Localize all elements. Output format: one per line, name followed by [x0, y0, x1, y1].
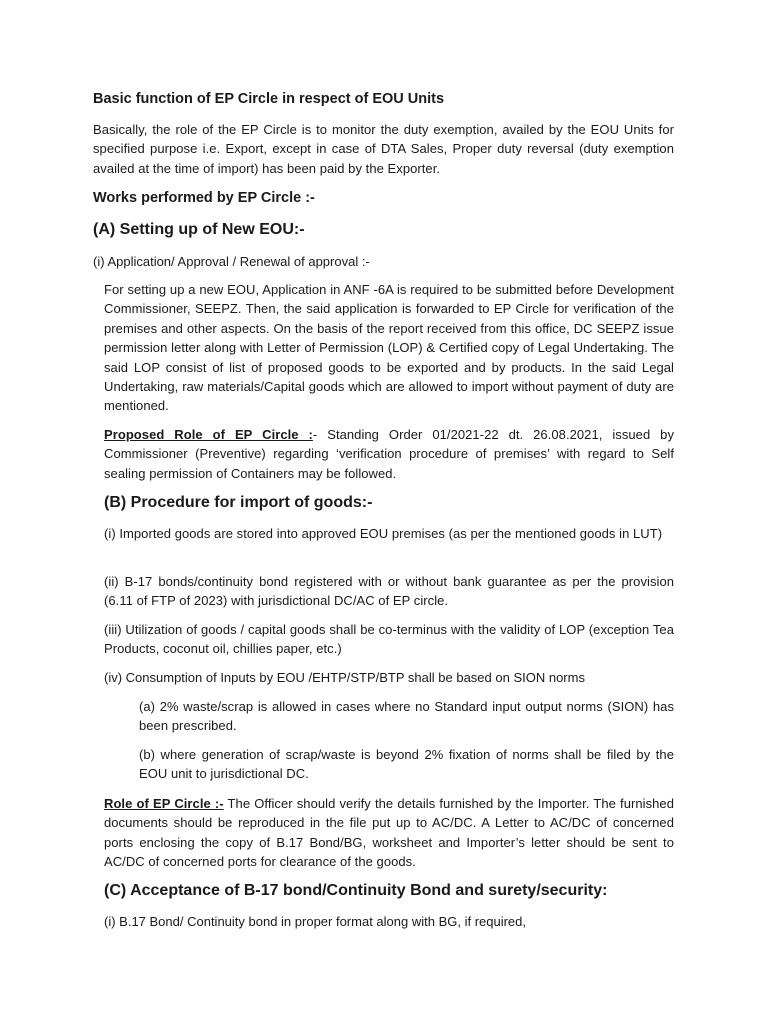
section-b-role-text: The Officer should verify the details furnished by the Importer. The furnished documents should be reproduced in the file put up to AC/DC. A Letter to AC/DC of concerned ports enclosing the copy of B.17 Bond/BG, worksheet and Importer’s letter should be sent to AC/DC of concerned ports for clearance of the goods.	[104, 796, 674, 870]
section-c-heading: (C) Acceptance of B-17 bond/Continuity Bond and surety/security:	[104, 882, 608, 899]
section-b-role-label: Role of EP Circle :-	[104, 796, 224, 811]
section-b-heading: (B) Procedure for import of goods:-	[104, 494, 373, 511]
section-b-item-ii: (ii) B-17 bonds/continuity bond registered with or without bank guarantee as per the provision (6.11 of FTP of 2023) with jurisdictional DC/AC of EP circle.	[104, 574, 674, 609]
section-b-item-i: (i) Imported goods are stored into approved EOU premises (as per the mentioned goods in LUT)	[104, 526, 663, 541]
section-b-sub-a: (a) 2% waste/scrap is allowed in cases where no Standard input output norms (SION) has been prescribed.	[139, 699, 674, 734]
section-a-paragraph: For setting up a new EOU, Application in ANF -6A is required to be submitted before Development Commissioner, SEEPZ. Then, the said application is forwarded to EP Circle for verification of the premises and other aspects. On the basis of the report received from this office, DC SEEPZ issue permission letter along with Letter of Permission (LOP) & Certified copy of Legal Undertaking. The said LOP consist of list of proposed goods to be exported and by products. In the said Legal Undertaking, raw materials/Capital goods which are allowed to import without payment of duty are mentioned.	[104, 282, 674, 414]
section-b-role-paragraph	[104, 794, 674, 872]
section-b-sub-b: (b) where generation of scrap/waste is beyond 2% fixation of norms shall be filed by the EOU unit to jurisdictional DC.	[139, 747, 674, 782]
section-b-item-iii: (iii) Utilization of goods / capital goods shall be co-terminus with the validity of LOP (exception Tea Products, coconut oil, chillies paper, etc.)	[104, 622, 674, 657]
section-a-role-label: Proposed Role of EP Circle :	[104, 427, 313, 442]
section-c-item-i: (i) B.17 Bond/ Continuity bond in proper format along with BG, if required,	[104, 914, 526, 929]
section-b-item-iv: (iv) Consumption of Inputs by EOU /EHTP/STP/BTP shall be based on SION norms	[104, 670, 585, 685]
section-a-heading: (A) Setting up of New EOU:-	[93, 221, 305, 238]
section-a-role-text: - Standing Order 01/2021-22 dt. 26.08.2021, issued by Commissioner (Preventive) regarding ‘verification procedure of premises’ with regard to Self sealing permission of Containers may be followed.	[104, 427, 675, 481]
intro-paragraph: Basically, the role of the EP Circle is to monitor the duty exemption, availed by the EOU Units for specified purpose i.e. Export, except in case of DTA Sales, Proper duty reversal (duty exemption availed at the time of import) has been paid by the Exporter.	[93, 122, 674, 176]
works-heading: Works performed by EP Circle :-	[93, 190, 315, 206]
section-a-item-i: (i) Application/ Approval / Renewal of approval :-	[93, 254, 370, 269]
section-a-role-paragraph	[104, 425, 674, 483]
document-title: Basic function of EP Circle in respect of EOU Units	[93, 91, 445, 107]
